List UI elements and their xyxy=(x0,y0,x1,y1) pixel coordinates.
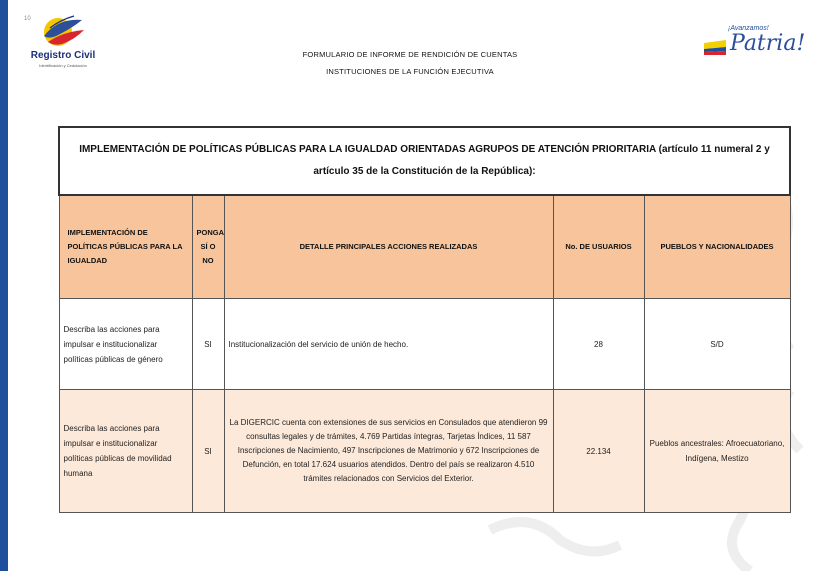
table-row xyxy=(59,299,790,390)
row-description: Describa las acciones para impulsar e institucionalizar políticas públicas de movilidad humana xyxy=(59,390,192,513)
row-description: Describa las acciones para impulsar e institucionalizar políticas públicas de género xyxy=(59,299,192,390)
row-yes-no: SI xyxy=(192,390,224,513)
logo-name: Registro Civil xyxy=(30,50,96,61)
avanzamos-patria-logo xyxy=(704,22,806,68)
header-line-1: FORMULARIO DE INFORME DE RENDICIÓN DE CUENTAS xyxy=(302,50,518,59)
column-header-yes-no: PONGA SÍ O NO xyxy=(192,195,224,299)
left-accent-bar xyxy=(0,0,8,571)
row-detail: Institucionalización del servicio de unión de hecho. xyxy=(224,299,553,390)
row-users: 28 xyxy=(553,299,644,390)
row-detail: La DIGERCIC cuenta con extensiones de sus servicios en Consulados que atendieron 99 consultas legales y de trámites, 4.769 Partidas íntegras, Tarjetas Índices, 11 587 Inscripciones de Nacimiento, 497 Inscripciones de Matrimonio y 672 Inscripciones de Defunción, en total 17.624 usuarios atendidos. Dentro del país se realizaron 4.510 trámites relacionados con Servicios del Exterior. xyxy=(224,390,553,513)
header-line-2: INSTITUCIONES DE LA FUNCIÓN EJECUTIVA xyxy=(326,67,494,76)
column-header-users: No. DE USUARIOS xyxy=(553,195,644,299)
page-number: 10 xyxy=(24,16,31,22)
table-title: IMPLEMENTACIÓN DE POLÍTICAS PÚBLICAS PARA LA IGUALDAD ORIENTADAS AGRUPOS DE ATENCIÓN PRIORITARIA (artículo 11 numeral 2 y artículo 35 de la Constitución de la República): xyxy=(59,127,790,195)
policies-table xyxy=(58,126,791,513)
row-peoples: S/D xyxy=(644,299,790,390)
ecuador-flag-icon xyxy=(704,40,726,55)
registro-civil-emblem-icon xyxy=(38,10,88,50)
column-header-detail: DETALLE PRINCIPALES ACCIONES REALIZADAS xyxy=(224,195,553,299)
logo-wordmark: Patria! xyxy=(730,31,806,56)
column-header-policy: IMPLEMENTACIÓN DE POLÍTICAS PÚBLICAS PARA LA IGUALDAD xyxy=(59,195,192,299)
row-peoples: Pueblos ancestrales: Afroecuatoriano, Indígena, Mestizo xyxy=(644,390,790,513)
logo-slogan: ¡Avanzamos! xyxy=(728,25,769,32)
logo-tagline: Identificación y Cedulación xyxy=(39,63,87,68)
document-header xyxy=(240,46,580,80)
table-header-row xyxy=(59,195,790,299)
row-users: 22.134 xyxy=(553,390,644,513)
table-row xyxy=(59,390,790,513)
registro-civil-logo xyxy=(30,10,96,72)
column-header-peoples: PUEBLOS Y NACIONALIDADES xyxy=(644,195,790,299)
row-yes-no: SI xyxy=(192,299,224,390)
